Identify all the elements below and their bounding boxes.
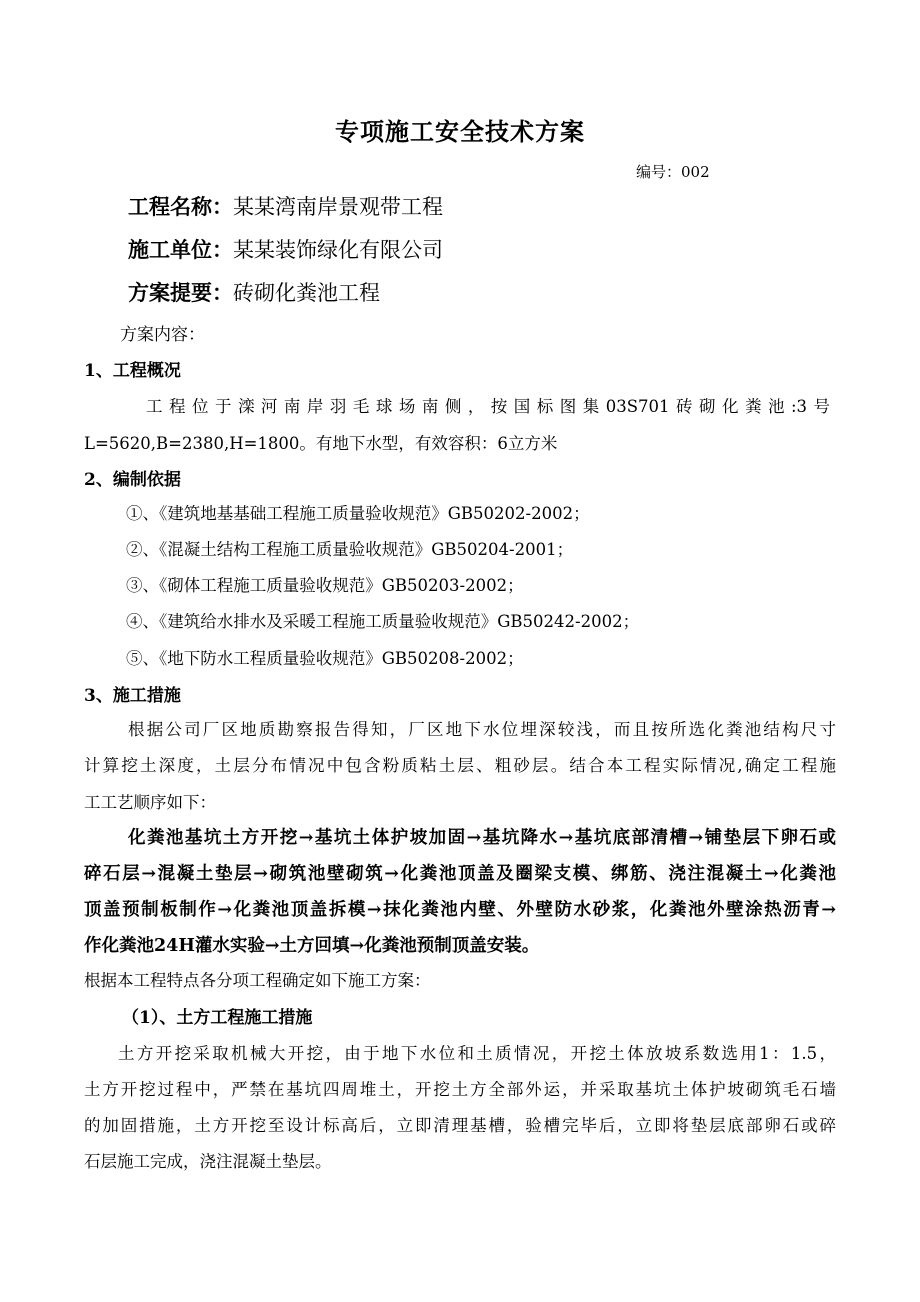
plan-summary-label: 方案提要：	[128, 280, 233, 305]
reference-item: ①、《建筑地基基础工程施工质量验收规范》GB50202-2002；	[126, 504, 590, 523]
section-3-heading: 3、施工措施	[84, 686, 181, 706]
document-title: 专项施工安全技术方案	[335, 117, 585, 146]
process-sequence-line: 碎石层→混凝土垫层→砌筑池壁砌筑→化粪池顶盖及圈梁支模、绑筋、浇注混凝土→化粪池	[84, 864, 836, 884]
section-3-para-line: 计算挖土深度，土层分布情况中包含粉质粘土层、粗砂层。结合本工程实际情况,确定工程施	[84, 756, 836, 775]
project-name-label: 工程名称：	[128, 194, 233, 219]
section-3-para-line: 工工艺顺序如下：	[84, 793, 216, 812]
earthwork-line: 石层施工完成，浇注混凝土垫层。	[84, 1152, 332, 1171]
earthwork-line: 土方开挖过程中，严禁在基坑四周堆土，开挖土方全部外运，并采取基坑土体护坡砌筑毛石墙	[84, 1080, 836, 1099]
plan-summary-row	[128, 277, 380, 307]
construction-unit-row	[128, 234, 443, 264]
section-1-heading: 1、工程概况	[84, 361, 181, 381]
project-name-value: 某某湾南岸景观带工程	[233, 195, 443, 219]
earthwork-heading: （1）、土方工程施工措施	[122, 1008, 313, 1028]
plan-summary-value: 砖砌化粪池工程	[233, 281, 380, 305]
reference-item: ④、《建筑给水排水及采暖工程施工质量验收规范》GB50242-2002；	[126, 612, 640, 631]
plan-content-label: 方案内容：	[120, 325, 205, 345]
section-2-heading: 2、编制依据	[84, 470, 181, 490]
project-name-row	[128, 191, 443, 221]
earthwork-line: 土方开挖采取机械大开挖，由于地下水位和土质情况，开挖土体放坡系数选用1：1.5，	[118, 1044, 836, 1063]
process-sequence-line: 作化粪池24H灌水实验→土方回填→化粪池预制顶盖安装。	[84, 936, 540, 956]
section-3-intro: 根据本工程特点各分项工程确定如下施工方案：	[84, 971, 431, 990]
process-sequence-line: 化粪池基坑土方开挖→基坑土体护坡加固→基坑降水→基坑底部清槽→铺垫层下卵石或	[128, 828, 836, 848]
reference-item: ⑤、《地下防水工程质量验收规范》GB50208-2002；	[126, 649, 524, 668]
construction-unit-value: 某某装饰绿化有限公司	[233, 238, 443, 262]
construction-unit-label: 施工单位：	[128, 237, 233, 262]
process-sequence-line: 顶盖预制板制作→化粪池顶盖拆模→抹化粪池内壁、外壁防水砂浆，化粪池外壁涂热沥青→	[84, 900, 836, 920]
earthwork-line: 的加固措施，土方开挖至设计标高后，立即清理基槽，验槽完毕后，立即将垫层底部卵石或碎	[84, 1116, 836, 1135]
reference-item: ②、《混凝土结构工程施工质量验收规范》GB50204-2001；	[126, 540, 574, 559]
reference-item: ③、《砌体工程施工质量验收规范》GB50203-2002；	[126, 576, 524, 595]
section-1-line-1: 工程位于滦河南岸羽毛球场南侧，按国标图集03S701砖砌化粪池:3号	[146, 397, 830, 416]
section-3-para-line: 根据公司厂区地质勘察报告得知，厂区地下水位埋深较浅，而且按所选化粪池结构尺寸	[128, 720, 836, 739]
document-number: 编号：002	[636, 163, 710, 181]
section-1-line-2: L=5620,B=2380,H=1800。有地下水型，有效容积：6立方米	[84, 434, 558, 453]
